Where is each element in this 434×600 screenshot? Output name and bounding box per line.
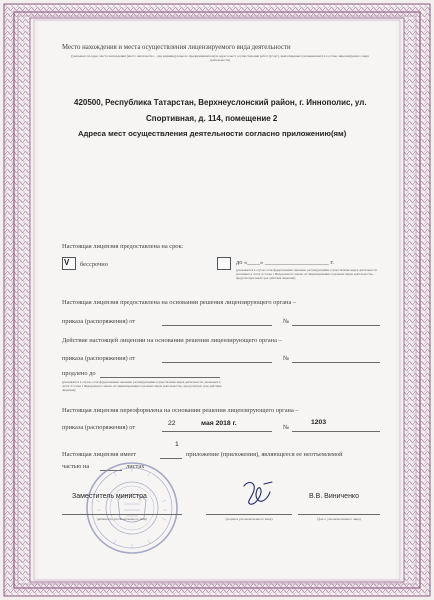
header-note: (указывается адрес места нахождения (место жительства – для индивидуального предпринимателя) и адреса мест осуществления работ (услуг), выполняемых (оказываемых) в составе лицензируемого вида деятельности) bbox=[71, 54, 369, 63]
reissue-date-rest: мая 2018 г. bbox=[201, 420, 237, 427]
basis-line1: Настоящая лицензия предоставлена на основании решения лицензирующего органа – bbox=[62, 299, 297, 306]
appendix-line2-prefix: частью на bbox=[62, 463, 90, 470]
reissue-number-sign: № bbox=[283, 424, 290, 431]
appendix-line1-prefix: Настоящая лицензия имеет bbox=[62, 451, 137, 458]
address-line3: Адреса мест осуществления деятельности согласно приложению(ям) bbox=[78, 129, 347, 138]
signatory-name: В.В. Виниченко bbox=[309, 493, 359, 500]
extension-until-line bbox=[100, 377, 220, 378]
basis-line2: приказа (распоряжения) от bbox=[62, 318, 136, 325]
reissue-date-day: 22 bbox=[168, 420, 176, 427]
extension-number-line bbox=[292, 362, 380, 363]
appendix-count: 1 bbox=[175, 441, 179, 448]
reissue-number: 1203 bbox=[311, 419, 327, 426]
name-note: (ф.и.о. уполномоченного лица) bbox=[317, 517, 361, 521]
reissue-line1: Настоящая лицензия переоформлена на основании решения лицензирующего органа – bbox=[62, 407, 299, 414]
signature-mark bbox=[238, 478, 278, 512]
signature-line bbox=[206, 514, 292, 515]
reissue-line2: приказа (распоряжения) от bbox=[62, 424, 136, 431]
appendix-count-line bbox=[160, 458, 182, 459]
checkbox-until[interactable] bbox=[217, 257, 231, 270]
address-line2: Спортивная, д. 114, помещение 2 bbox=[146, 114, 278, 123]
until-note: (указывается в случае, если федеральными законами, регулирующими осуществление видов деятельности указанных в части 4 статьи 1 Федерального закона «О лицензировании отдельных видов деятельности», предусмотрен иной срок действия лицензии) bbox=[236, 268, 377, 280]
reissue-date-line bbox=[162, 431, 272, 432]
signatory-position: Заместитель министра bbox=[72, 493, 147, 500]
position-note: (должность уполномоченного лица) bbox=[96, 517, 148, 521]
extension-line3: продлено до bbox=[62, 370, 96, 377]
checkbox-unlimited[interactable] bbox=[62, 257, 76, 270]
address-line1: 420500, Республика Татарстан, Верхнеуслонский район, г. Иннополис, ул. bbox=[74, 98, 367, 107]
name-line bbox=[298, 514, 380, 515]
check-mark-icon: V bbox=[64, 258, 70, 267]
appendix-line2-suffix: листах bbox=[126, 463, 145, 470]
reissue-number-line bbox=[292, 431, 380, 432]
extension-note: (указывается в случае, если федеральными законами, регулирующими осуществление видов деятельности, указанных в части 4 статьи 1 Федерального закона «О лицензировании отдельных видов деятельности», предусмотрен срок действия лицензии) bbox=[62, 380, 222, 392]
basis-number-sign: № bbox=[283, 318, 290, 325]
signature-note: (подпись уполномоченного лица) bbox=[225, 517, 273, 521]
extension-line2: приказа (распоряжения) от bbox=[62, 355, 136, 362]
until-text: до «____» ____________________ г. bbox=[236, 259, 334, 266]
extension-number-sign: № bbox=[283, 355, 290, 362]
position-line bbox=[62, 514, 182, 515]
extension-date-line bbox=[162, 362, 272, 363]
checkbox-unlimited-label: бессрочно bbox=[80, 261, 108, 268]
extension-line1: Действие настоящей лицензии на основании решения лицензирующего органа – bbox=[62, 337, 282, 344]
appendix-line1-suffix: приложение (приложения), являющееся ее неотъемлемой bbox=[186, 451, 343, 458]
header-title: Место нахождения и места осуществления лицензируемого вида деятельности bbox=[62, 44, 291, 51]
basis-date-line bbox=[162, 325, 272, 326]
official-stamp bbox=[84, 460, 180, 556]
term-label: Настоящая лицензия предоставлена на срок: bbox=[62, 243, 184, 250]
basis-number-line bbox=[292, 325, 380, 326]
